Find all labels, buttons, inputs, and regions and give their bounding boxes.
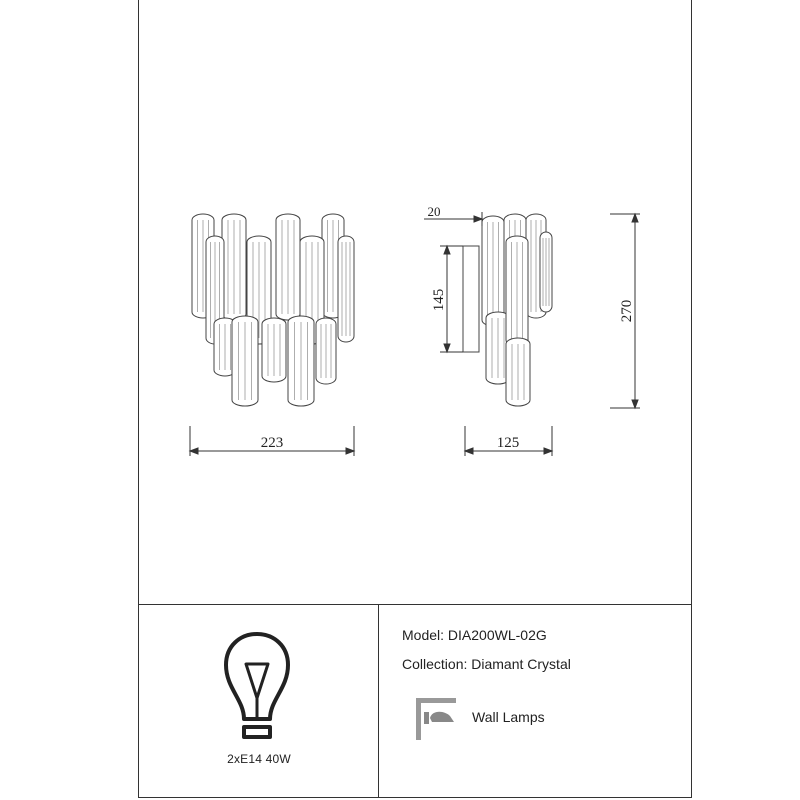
mount-height-label: 145 xyxy=(431,288,447,312)
offset-label: 20 xyxy=(427,204,441,219)
light-bulb-icon xyxy=(226,634,288,737)
crystal-rod xyxy=(482,216,504,326)
crystal-rod xyxy=(232,316,258,406)
crystal-rod xyxy=(276,214,300,320)
crystal-rod xyxy=(338,236,354,342)
model-label: Model: xyxy=(402,627,445,643)
crystal-rod xyxy=(506,236,528,346)
crystal-rod xyxy=(506,338,530,406)
wall-lamp-icon xyxy=(416,698,456,740)
front-width-label: 223 xyxy=(260,435,284,451)
crystal-rod xyxy=(262,318,286,382)
side-depth-label: 125 xyxy=(496,435,520,451)
model-line xyxy=(402,627,547,643)
collection-label: Collection: xyxy=(402,656,468,672)
side-view xyxy=(463,214,552,406)
overall-height-label: 270 xyxy=(619,299,635,323)
front-view xyxy=(192,214,354,406)
crystal-rod xyxy=(222,214,246,320)
lamp-type: Wall Lamps xyxy=(472,709,545,725)
crystal-rod xyxy=(288,316,314,406)
model-value: DIA200WL-02G xyxy=(447,627,547,643)
crystal-rod xyxy=(540,232,552,312)
crystal-rod xyxy=(316,318,336,384)
collection-value: Diamant Crystal xyxy=(471,656,571,672)
bulb-spec: 2xE14 40W xyxy=(227,752,291,766)
collection-line xyxy=(402,656,571,672)
